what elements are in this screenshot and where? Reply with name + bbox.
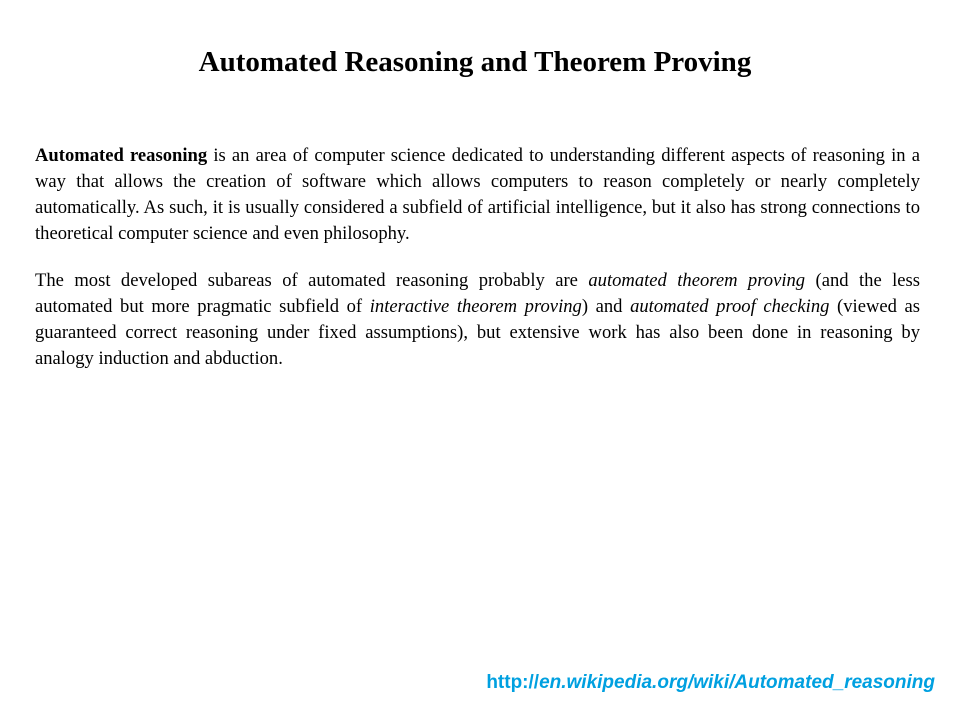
paragraph-text: ) and <box>581 296 631 317</box>
paragraph-text: is an area of computer science dedicated to understanding different aspects of reasoning in a way that allows the creation of software which allows computers to reason completely or nearly completely automatically. As such, it is usually considered a subfield of artificial intelligence, but it also has strong connections to theoretical computer science and even philosophy. <box>35 145 920 244</box>
bold-term: Automated reasoning <box>35 145 208 166</box>
source-link-path: en.wikipedia.org/wiki/Automated_reasoning <box>539 672 935 693</box>
paragraph-text: The most developed subareas of automated reasoning probably are <box>35 270 589 291</box>
source-link-scheme: http:// <box>486 672 540 693</box>
italic-term-itp: interactive theorem proving <box>369 296 582 317</box>
slide-title: Automated Reasoning and Theorem Proving <box>198 46 752 78</box>
paragraph-subareas <box>35 268 920 372</box>
paragraph-text: (and the less automated but more pragmatic subfield of <box>35 270 921 317</box>
paragraph-text: (viewed as guaranteed correct reasoning under fixed assumptions), but extensive work has also been done in reasoning by analogy induction and abduction. <box>35 296 921 369</box>
paragraph-definition <box>35 143 920 247</box>
source-link[interactable] <box>486 672 935 694</box>
italic-term-apc: automated proof checking <box>630 296 830 317</box>
italic-term-atp: automated theorem proving <box>588 270 806 291</box>
